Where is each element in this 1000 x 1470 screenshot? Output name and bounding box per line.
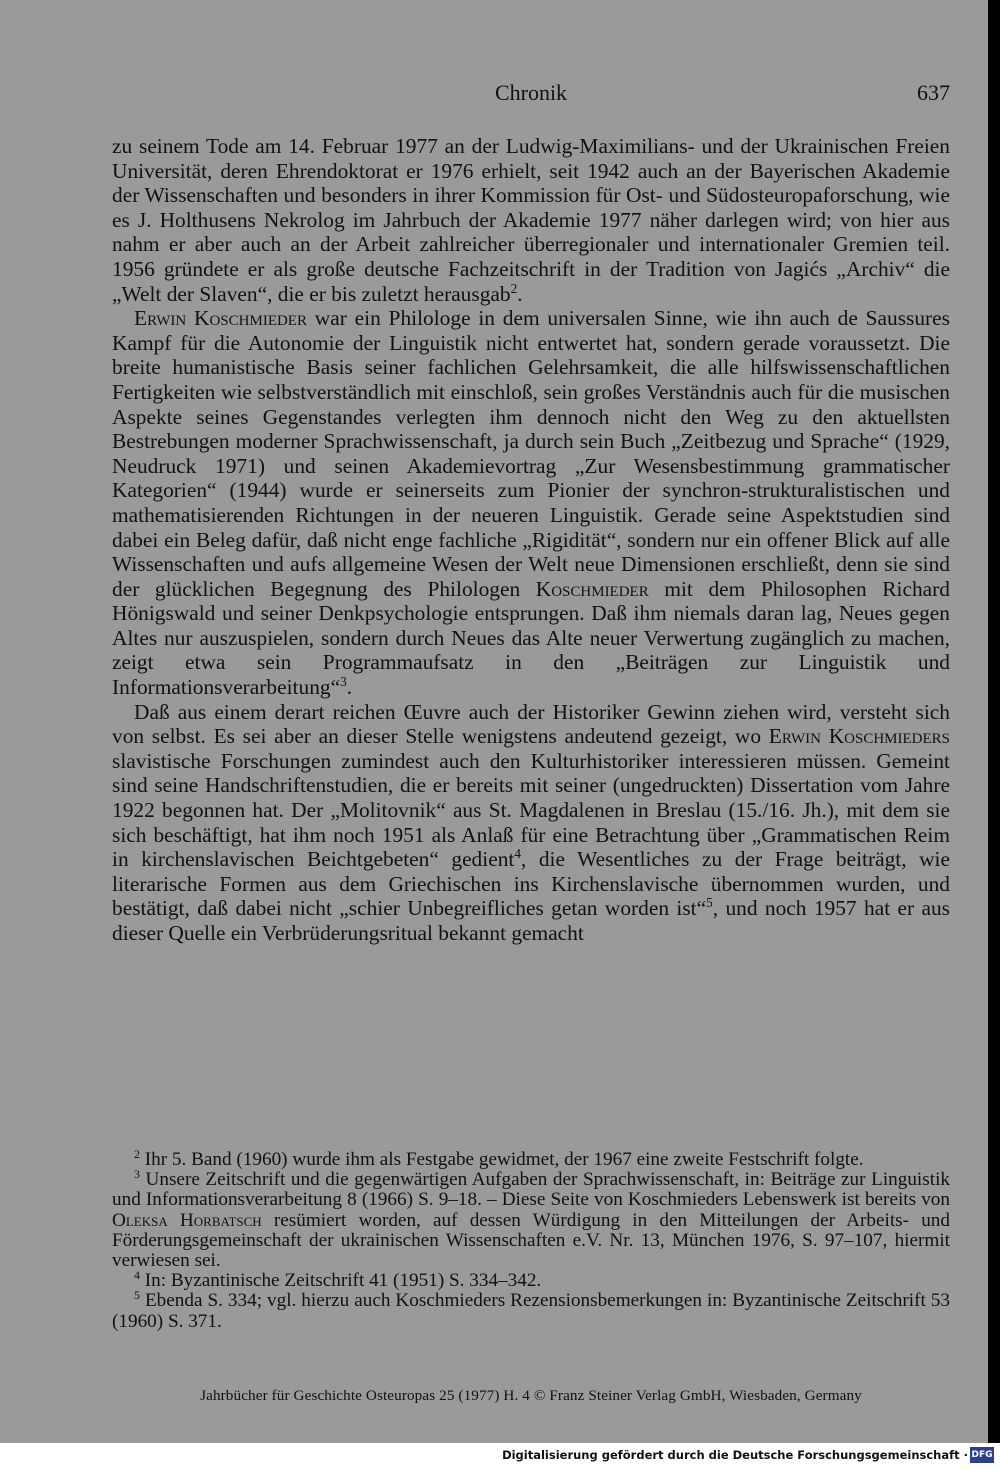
main-text (112, 134, 950, 946)
author-name: Koschmieder (535, 576, 649, 601)
paragraph-3 (112, 700, 950, 946)
footnotes (112, 1146, 950, 1332)
journal-citation: Jahrbücher für Geschichte Osteuropas 25 (1977) H. 4 © Franz Steiner Verlag GmbH, Wiesbaden, Germany (200, 1387, 862, 1404)
footnote-text: Ihr 5. Band (1960) wurde ihm als Festgabe gewidmet, der 1967 eine zweite Festschrift folgte. (139, 1149, 864, 1170)
footnote-text: Unsere Zeitschrift und die gegenwärtigen Aufgaben der Sprachwissenschaft, in: Beiträge zur Linguistik und Informationsverarbeitung 8 (1966) S. 9–18. – Diese Seite von Koschmieders Lebenswerk ist bereits von (112, 1169, 950, 1211)
footnote-mark: 2 (134, 1146, 140, 1161)
footnote-text: Ebenda S. 334; vgl. hierzu auch Koschmieders Rezensionsbemerkungen in: Byzantinische Zeitschrift 53 (1960) S. 371. (112, 1290, 950, 1332)
author-name: Erwin Koschmieders (768, 724, 950, 749)
footnote-2 (112, 1146, 950, 1170)
paragraph-3-text-cont2: , die Wesentliches zu der Frage beiträgt, wie literarische Formen aus dem Griechischen ins Kirchenslavische übernommen wurden, und bestätigt, daß dabei nicht „schier Unbegreifliches getan worden ist“ (112, 847, 950, 921)
paragraph-2-text: war ein Philologe in dem universalen Sinne, wie ihn auch de Saussures Kampf für die Autonomie der Linguistik nicht entwertet hat, sondern gerade voraussetzt. Die breite humanistische Basis seiner fachlichen Gelehrsamkeit, die alle hilfswissenschaftlichen Fertigkeiten wie selbstverständlich mit einschloß, sein großes Verständnis auch für die musischen Aspekte seines Gegenstandes verlegten ihm dennoch nicht den Weg zu den aktuellsten Bestrebungen moderner Sprachwissenschaft, ja durch sein Buch „Zeitbezug und Sprache“ (1929, Neudruck 1971) und seinen Akademievortrag „Zur Wesensbestimmung grammatischer Kategorien“ (1944) wurde er seinerseits zum Pionier der synchron-strukturalistischen und mathematisierenden Richtungen in der neueren Linguistik. Gerade seine Aspektstudien sind dabei ein Beleg dafür, daß nicht enge fachliche „Rigidität“, sondern nur ein offener Blick auf alle Wissenschaften und aufs allgemeine Wesen der Welt neue Dimensionen erschließt, denn sie sind der glücklichen Begegnung des Philologen (112, 306, 950, 601)
digitization-bar (0, 1443, 1000, 1470)
footnote-4 (112, 1268, 950, 1292)
paragraph-2 (112, 306, 950, 700)
paragraph-2-text-cont: mit dem Philosophen Richard Hönigswald und seiner Denkpsychologie entsprungen. Daß ihm niemals daran lag, Neues gegen Altes nur auszuspielen, sondern durch Neues das Alte neuer Verwertung zugänglich zu machen, zeigt etwa sein Programmaufsatz in den „Beiträgen zur Linguistik und Informationsverarbeitung“ (112, 576, 950, 700)
footnote-ref-3: 3 (340, 674, 347, 690)
digitization-credit: Digitalisierung gefördert durch die Deutsche Forschungsgemeinschaft · (502, 1448, 968, 1462)
footnote-text: In: Byzantinische Zeitschrift 41 (1951) S. 334–342. (139, 1270, 542, 1292)
running-title: Chronik (494, 80, 568, 105)
paragraph-3-text: Daß aus einem derart reichen Œuvre auch der Historiker Gewinn ziehen wird, versteht sich von selbst. Es sei aber an dieser Stelle wenigstens andeutend gezeigt, wo (112, 699, 950, 749)
footnote-ref-2: 2 (510, 280, 518, 296)
footnote-ref-5: 5 (706, 895, 713, 911)
cited-author-name: Oleksa Horbatsch (112, 1209, 262, 1231)
footnote-mark: 5 (134, 1288, 140, 1303)
running-header (112, 80, 950, 112)
dfg-logo-icon: DFG (970, 1447, 994, 1463)
author-name: Erwin Koschmieder (134, 306, 307, 331)
footnote-text-cont: resümiert worden, auf dessen Würdigung in den Mitteilungen der Arbeits- und Förderungsgemeinschaft der ukrainischen Wissenschaften e.V. Nr. 13, München 1976, S. 97–107, hiermit verwiesen sei. (112, 1209, 950, 1272)
paragraph-3-end: , und noch 1957 hat er aus dieser Quelle ein Verbrüderungsritual bekannt gemacht (112, 896, 950, 945)
footnote-ref-4: 4 (514, 846, 521, 862)
paragraph-3-text-cont: slavistische Forschungen zumindest auch den Kulturhistoriker interessieren müssen. Gemeint sind seine Handschriftenstudien, die er bereits mit seiner (ungedruckten) Dissertation vom Jahre 1922 begonnen hat. Der „Molitovnik“ aus St. Magdalenen in Breslau (15./16. Jh.), mit dem sie sich beschäftigt, hat ihm noch 1951 als Anlaß für eine Betrachtung über „Grammatischen Reim in kirchenslavischen Beichtgebeten“ gedient (112, 748, 950, 872)
footnote-3 (112, 1167, 950, 1272)
footnote-5 (112, 1288, 950, 1332)
footnote-mark: 4 (134, 1268, 140, 1283)
paragraph-2-end: . (346, 675, 353, 700)
paragraph-1-end: . (517, 281, 523, 306)
paragraph-1-text: zu seinem Tode am 14. Februar 1977 an der Ludwig-Maximilians- und der Ukrainischen Freien Universität, deren Ehrendoktorat er 1976 erhielt, seit 1942 auch an der Bayerischen Akademie der Wissenschaften und besonders in ihrer Kommission für Ost- und Südosteuropaforschung, wie es J. Holthusens Nekrolog im Jahrbuch der Akademie 1977 näher darlegen wird; von hier aus nahm er aber auch an der Arbeit zahlreicher überregionaler und internationaler Gremien teil. 1956 gründete er als große deutsche Fachzeitschrift in der Tradition von Jagićs „Archiv“ die „Welt der Slaven“, die er bis zuletzt herausgab (112, 134, 950, 306)
page-number: 637 (917, 80, 950, 105)
paragraph-1 (112, 134, 950, 306)
footnote-mark: 3 (134, 1167, 140, 1182)
